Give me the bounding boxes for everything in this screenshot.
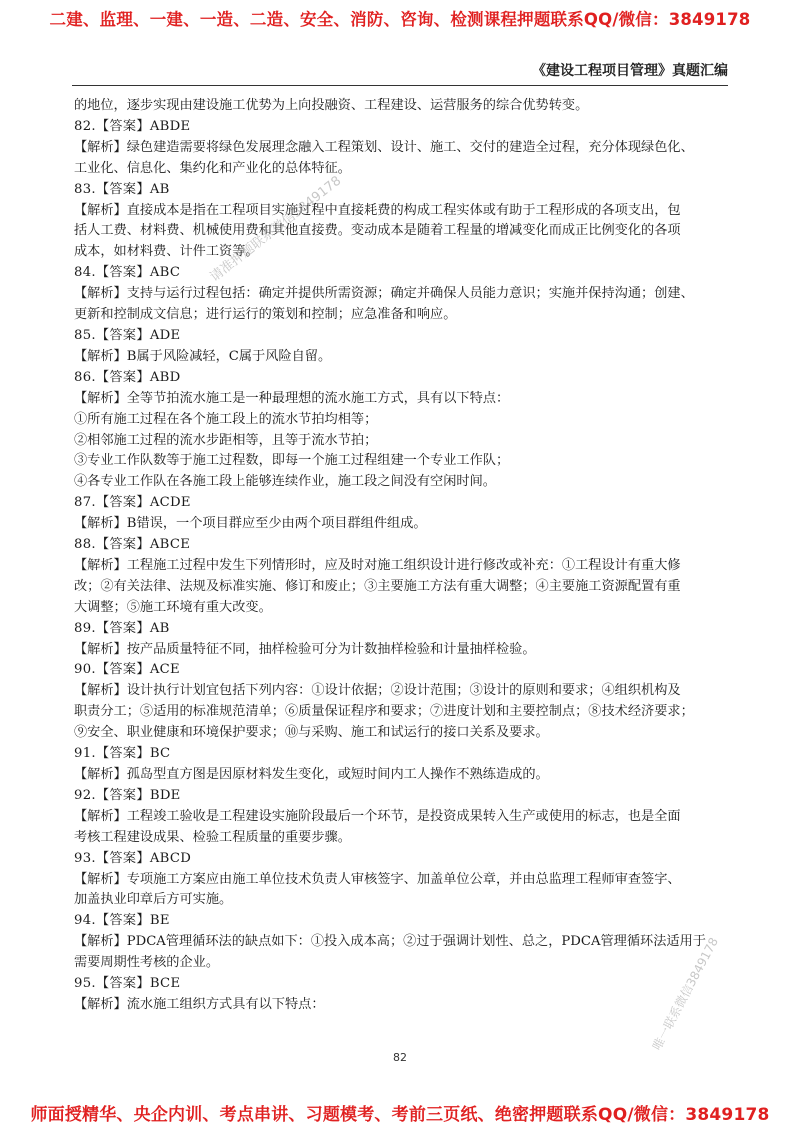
bottom-promo-banner: 师面授精华、央企内训、考点串讲、习题模考、考前三页纸、绝密押题联系QQ/微信：3849178 bbox=[30, 1105, 770, 1125]
answer-line: 83.【答案】AB bbox=[74, 181, 170, 197]
text-line: 括人工费、材料费、机械使用费和其他直接费。变动成本是随着工程量的增减变化而成正比例变化的各项 bbox=[74, 223, 681, 239]
text-line: ③专业工作队数等于施工过程数，即每一个施工过程组建一个专业工作队； bbox=[74, 453, 510, 469]
header-divider bbox=[72, 85, 728, 86]
text-line: 【解析】孤岛型直方图是因原材料发生变化，或短时间内工人操作不熟练造成的。 bbox=[74, 767, 549, 782]
text-line: 【解析】设计执行计划宜包括下列内容：①设计依据；②设计范围；③设计的原则和要求；④组织机构及 bbox=[74, 683, 681, 699]
answer-line: 86.【答案】ABD bbox=[74, 369, 181, 385]
text-line: ⑨安全、职业健康和环境保护要求；⑩与采购、施工和试运行的接口关系及要求。 bbox=[74, 725, 549, 741]
text-line: 需要周期性考核的企业。 bbox=[74, 955, 220, 971]
answer-line: 89.【答案】AB bbox=[74, 620, 170, 636]
text-line: 工业化、信息化、集约化和产业化的总体特征。 bbox=[74, 160, 351, 176]
text-line: 【解析】支持与运行过程包括：确定并提供所需资源；确定并确保人员能力意识；实施并保持沟通；创建、 bbox=[74, 286, 694, 302]
text-line: 【解析】B属于风险减轻，C属于风险自留。 bbox=[74, 348, 332, 364]
text-line: 【解析】流水施工组织方式具有以下特点： bbox=[74, 996, 325, 1012]
text-line: 【解析】工程竣工验收是工程建设实施阶段最后一个环节，是投资成果转入生产或使用的标志，也是全面 bbox=[74, 808, 681, 824]
text-line: 【解析】直接成本是指在工程项目实施过程中直接耗费的构成工程实体或有助于工程形成的各项支出，包 bbox=[74, 202, 681, 218]
document-body bbox=[74, 96, 728, 1016]
answer-line: 87.【答案】ACDE bbox=[74, 495, 191, 511]
text-line: 【解析】全等节拍流水施工是一种最理想的流水施工方式，具有以下特点： bbox=[74, 390, 510, 406]
text-line: 【解析】绿色建造需要将绿色发展理念融入工程策划、设计、施工、交付的建造全过程，充分体现绿色化、 bbox=[74, 139, 694, 155]
text-line: 【解析】专项施工方案应由施工单位技术负责人审核签字、加盖单位公章，并由总监理工程师审查签字、 bbox=[74, 871, 681, 887]
answer-line: 94.【答案】BE bbox=[74, 913, 170, 929]
answer-line: 85.【答案】ADE bbox=[74, 327, 181, 343]
answer-line: 84.【答案】ABC bbox=[74, 265, 181, 281]
text-line: ①所有施工过程在各个施工段上的流水节拍均相等； bbox=[74, 411, 378, 427]
answer-line: 91.【答案】BC bbox=[74, 746, 171, 762]
text-line: 加盖执业印章后方可实施。 bbox=[74, 892, 233, 908]
text-line: 成本，如材料费、计件工资等。 bbox=[74, 244, 259, 260]
book-title: 《建设工程项目管理》真题汇编 bbox=[532, 63, 728, 79]
top-promo-banner: 二建、监理、一建、一造、二造、安全、消防、咨询、检测课程押题联系QQ/微信：3849178 bbox=[49, 10, 751, 29]
text-line: 【解析】PDCA管理循环法的缺点如下：①投入成本高；②过于强调计划性、总之，PDCA管理循环法适用于 bbox=[74, 934, 706, 950]
watermark-diagonal: 请准押题联系微信3849178 bbox=[207, 173, 345, 285]
page-number: 82 bbox=[393, 1051, 407, 1064]
answer-line: 82.【答案】ABDE bbox=[74, 118, 191, 134]
answer-line: 90.【答案】ACE bbox=[74, 662, 180, 678]
watermark-bottom-right: 唯一联系微信3849178 bbox=[649, 935, 722, 1053]
text-line: 职责分工；⑤适用的标准规范清单；⑥质量保证程序和要求；⑦进度计划和主要控制点；⑧技术经济要求； bbox=[74, 704, 694, 720]
text-line: 更新和控制成文信息；进行运行的策划和控制；应急准备和响应。 bbox=[74, 307, 457, 323]
answer-line: 93.【答案】ABCD bbox=[74, 850, 192, 866]
text-line: 【解析】按产品质量特征不同，抽样检验可分为计数抽样检验和计量抽样检验。 bbox=[74, 641, 536, 657]
text-line: 考核工程建设成果、检验工程质量的重要步骤。 bbox=[74, 829, 351, 845]
text-line: ②相邻施工过程的流水步距相等，且等于流水节拍； bbox=[74, 432, 378, 448]
answer-line: 92.【答案】BDE bbox=[74, 787, 181, 803]
text-line: 改；②有关法律、法规及标准实施、修订和废止；③主要施工方法有重大调整；④主要施工资源配置有重 bbox=[74, 578, 681, 594]
text-line: 的地位，逐步实现由建设施工优势为上向投融资、工程建设、运营服务的综合优势转变。 bbox=[74, 98, 589, 113]
text-line: 【解析】B错误，一个项目群应至少由两个项目群组件组成。 bbox=[74, 516, 427, 532]
text-line: 【解析】工程施工过程中发生下列情形时，应及时对施工组织设计进行修改或补充：①工程设计有重大修 bbox=[74, 557, 681, 573]
answer-line: 88.【答案】ABCE bbox=[74, 537, 191, 553]
text-line: 大调整；⑤施工环境有重大改变。 bbox=[74, 599, 272, 615]
text-line: ④各专业工作队在各施工段上能够连续作业，施工段之间没有空闲时间。 bbox=[74, 474, 496, 490]
answer-line: 95.【答案】BCE bbox=[74, 976, 181, 992]
